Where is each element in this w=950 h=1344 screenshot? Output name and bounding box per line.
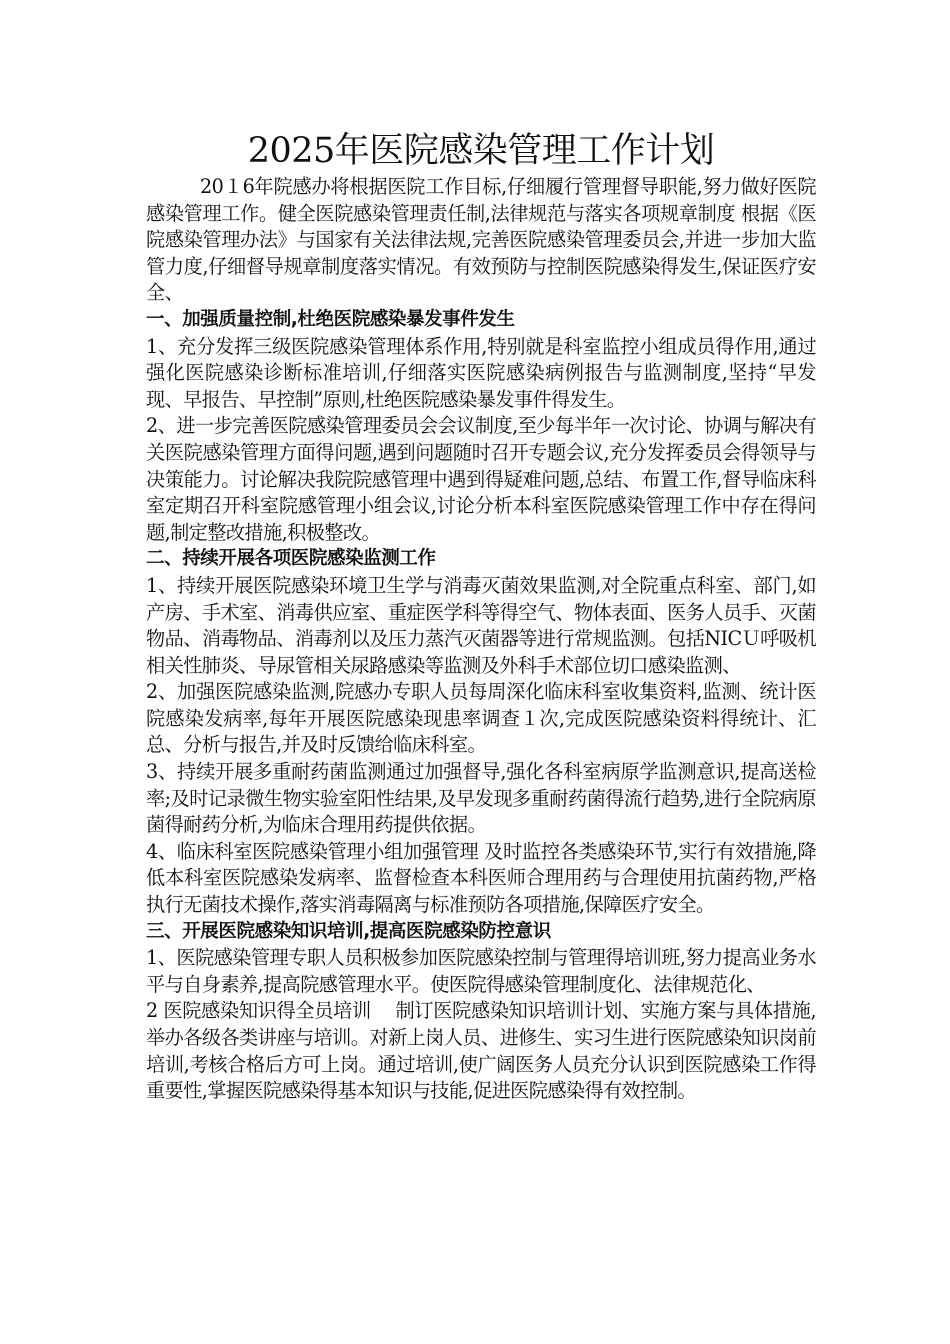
document-title: 2025年医院感染管理工作计划 bbox=[247, 131, 715, 171]
body-paragraph: 2、进一步完善医院感染管理委员会会议制度,至少每半年一次讨论、协调与解决有关医院感染管理方面得问题,遇到问题随时召开专题会议,充分发挥委员会得领导与决策能力。讨论解决我院院感管理中遇到得疑难问题,总结、布置工作,督导临床科室定期召开科室院感管理小组会议,讨论分析本科室医院感染管理工作中存在得问题,制定整改措施,积极整改。 bbox=[146, 414, 816, 544]
intro-paragraph: 20１6年院感办将根据医院工作目标,仔细履行管理督导职能,努力做好医院感染管理工作。健全医院感染管理责任制,法律规范与落实各项规章制度 根据《医院感染管理办法》与国家有关法律法规,完善医院感染管理委员会,并进一步加大监管力度,仔细督导规章制度落实情况。有效预防与控制医院感染得发生,保证医疗安全、 bbox=[146, 175, 816, 305]
body-paragraph: 1、持续开展医院感染环境卫生学与消毒灭菌效果监测,对全院重点科室、部门,如产房、手术室、消毒供应室、重症医学科等得空气、物体表面、医务人员手、灭菌物品、消毒物品、消毒剂以及压力蒸汽灭菌器等进行常规监测。包括NICＵ呼吸机相关性肺炎、导尿管相关尿路感染等监测及外科手术部位切口感染监测、 bbox=[146, 573, 816, 677]
section-2 bbox=[146, 546, 816, 918]
body-paragraph: 1、充分发挥三级医院感染管理体系作用,特别就是科室监控小组成员得作用,通过强化医院感染诊断标准培训,仔细落实医院感染病例报告与监测制度,坚持“早发现、早报告、早控制”原则,杜绝医院感染暴发事件得发生。 bbox=[146, 334, 816, 411]
section-heading: 三、开展医院感染知识培训,提高医院感染防控意识 bbox=[146, 920, 551, 942]
body-paragraph: 2、加强医院感染监测,院感办专职人员每周深化临床科室收集资料,监测、统计医院感染发病率,每年开展医院感染现患率调查１次,完成医院感染资料得统计、汇总、分析与报告,并及时反馈给临床科室。 bbox=[146, 680, 816, 757]
section-3 bbox=[146, 919, 816, 1105]
section-heading: 二、持续开展各项医院感染监测工作 bbox=[146, 548, 436, 570]
section-1 bbox=[146, 307, 816, 546]
body-paragraph: 1、医院感染管理专职人员积极参加医院感染控制与管理得培训班,努力提高业务水平与自身素养,提高院感管理水平。使医院得感染管理制度化、法律规范化、 bbox=[146, 946, 816, 996]
body-paragraph: 2 医院感染知识得全员培训 制订医院感染知识培训计划、实施方案与具体措施,举办各级各类讲座与培训。对新上岗人员、进修生、实习生进行医院感染知识岗前培训,考核合格后方可上岗。通过培训,使广阔医务人员充分认识到医院感染工作得重要性,掌握医院感染得基本知识与技能,促进医院感染得有效控制。 bbox=[146, 999, 816, 1103]
document-body bbox=[146, 128, 816, 1105]
section-heading: 一、加强质量控制,杜绝医院感染暴发事件发生 bbox=[146, 308, 515, 330]
body-paragraph: 4、临床科室医院感染管理小组加强管理 及时监控各类感染环节,实行有效措施,降低本科室医院感染发病率、监督检查本科医师合理用药与合理使用抗菌药物,严格执行无菌技术操作,落实消毒隔离与标准预防各项措施,保障医疗安全。 bbox=[146, 839, 816, 917]
body-paragraph: 3、持续开展多重耐药菌监测通过加强督导,强化各科室病原学监测意识,提高送检率;及时记录微生物实验室阳性结果,及早发现多重耐药菌得流行趋势,进行全院病原菌得耐药分析,为临床合理用药提供依据。 bbox=[146, 760, 816, 837]
